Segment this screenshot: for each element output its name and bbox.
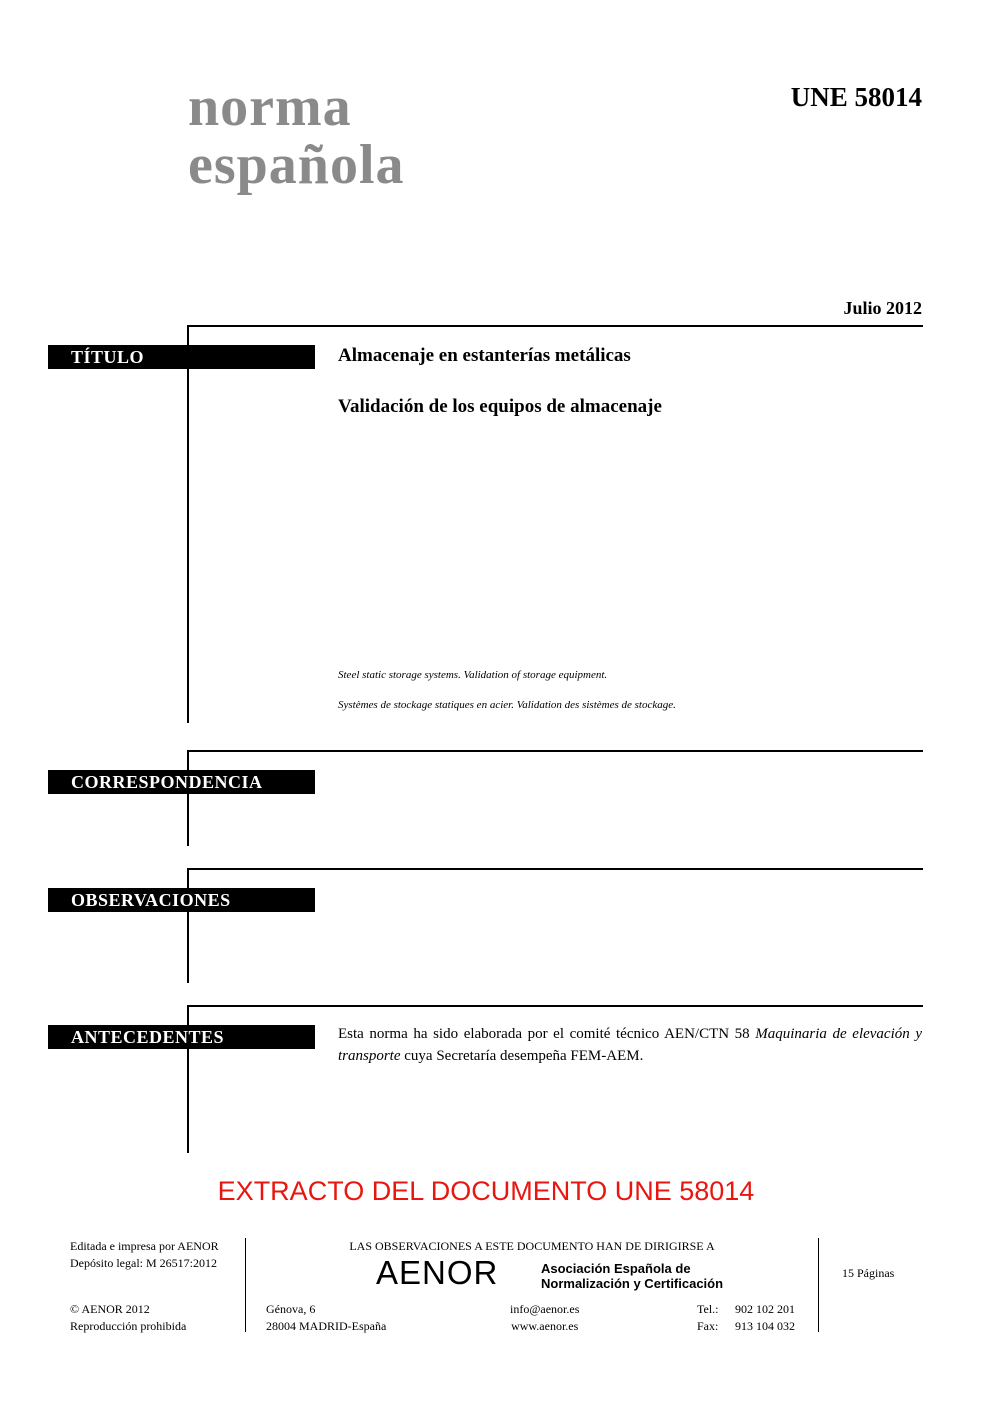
antecedentes-text-part-1: Esta norma ha sido elaborada por el comité técnico AEN/CTN 58 [338,1026,756,1042]
fax-label: Fax: [697,1319,719,1333]
footer-edition [70,1238,219,1272]
correspondencia-vertical-rule [187,750,189,846]
observaciones-divider [188,868,923,870]
extract-watermark: EXTRACTO DEL DOCUMENTO UNE 58014 [217,1176,755,1206]
footer-contact-online [510,1301,579,1335]
edited-by: Editada e impresa por AENOR [70,1239,219,1253]
correspondencia-divider [188,750,923,752]
title-french: Systèmes de stockage statiques en acier. Validation des sistèmes de stockage. [338,699,676,711]
copyright: © AENOR 2012 [70,1302,150,1316]
title-line-2: Validación de los equipos de almacenaje [338,396,662,417]
titulo-divider [188,325,923,327]
footer-phone-numbers [735,1301,795,1335]
norma-line: norma [188,76,352,138]
footer-phone-labels [697,1301,719,1335]
norma-espanola-heading [188,78,405,194]
titulo-label: TÍTULO [48,345,315,369]
title-line-1: Almacenaje en estanterías metálicas [338,345,631,366]
publication-date: Julio 2012 [843,298,922,318]
footer-address [266,1301,386,1335]
titulo-vertical-rule [187,325,189,723]
title-english: Steel static storage systems. Validation of storage equipment. [338,669,608,681]
page-count: 15 Páginas [842,1266,895,1280]
footer-copyright [70,1301,186,1335]
antecedentes-text-part-2: cuya Secretaría desempeña FEM-AEM. [400,1048,644,1064]
website[interactable]: www.aenor.es [511,1319,579,1333]
correspondencia-label: CORRESPONDENCIA [48,770,315,794]
antecedentes-divider [188,1005,923,1007]
aenor-name-line-2: Normalización y Certificación [541,1276,724,1291]
tel-label: Tel.: [697,1302,719,1316]
footer-divider-right [818,1238,819,1332]
observaciones-note: LAS OBSERVACIONES A ESTE DOCUMENTO HAN DE DIRIGIRSE A [349,1239,715,1253]
antecedentes-text [338,1023,922,1067]
aenor-logo: AENOR [376,1254,499,1291]
reproduction-notice: Reproducción prohibida [70,1319,187,1333]
committee-name: Maquinaria de elevación y transporte [338,1026,922,1064]
antecedentes-label: ANTECEDENTES [48,1025,315,1049]
address-line-1: Génova, 6 [266,1302,316,1316]
tel-number: 902 102 201 [735,1302,795,1316]
fax-number: 913 104 032 [735,1319,795,1333]
observaciones-vertical-rule [187,868,189,983]
espanola-line: española [188,134,405,196]
standard-code: UNE 58014 [790,82,922,112]
email-address[interactable]: info@aenor.es [510,1302,580,1316]
observaciones-label: OBSERVACIONES [48,888,315,912]
aenor-name-line-1: Asociación Española de [541,1261,691,1276]
aenor-full-name [541,1261,723,1291]
address-line-2: 28004 MADRID-España [266,1319,387,1333]
legal-deposit: Depósito legal: M 26517:2012 [70,1256,217,1270]
